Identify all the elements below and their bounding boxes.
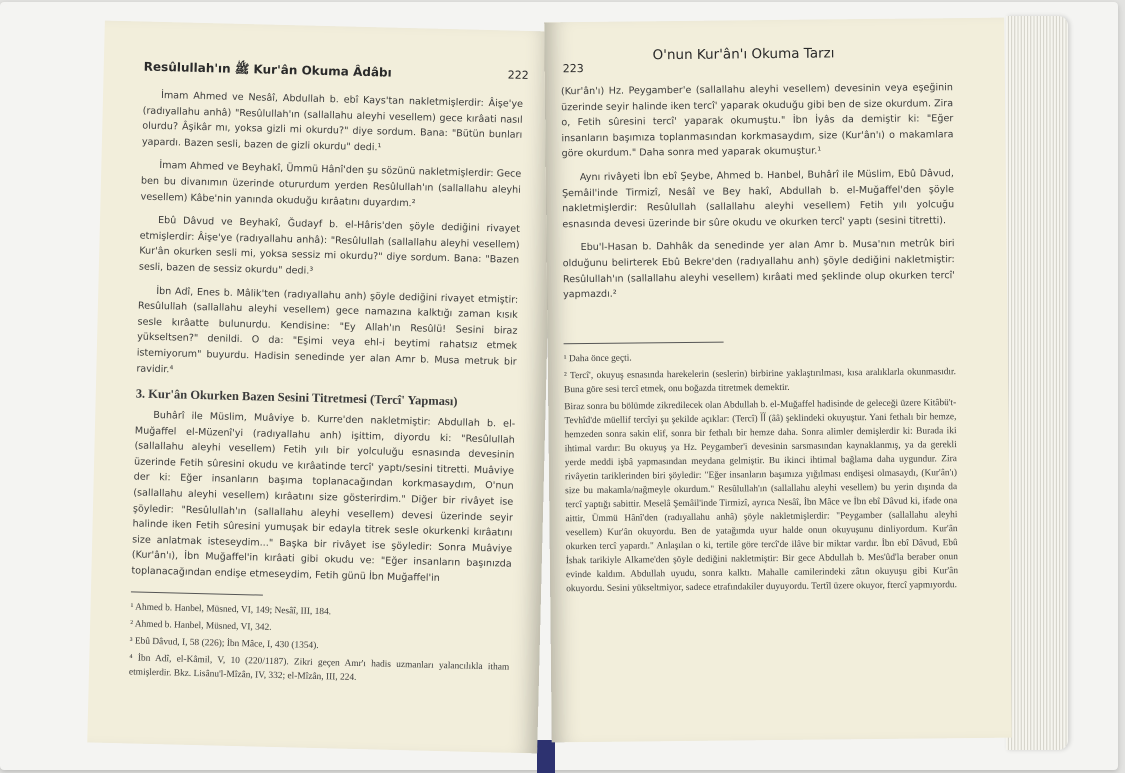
footnote: Biraz sonra bu bölümde zikredilecek olan Abdullah b. el-Muğaffel hadisinde de geleceği üzere Kitâbü't-Tevhîd'de müellif tercîyi şu şekilde açıklar: (Tercî) آآ (ââ) şeklindeki okuyuştur. Yani fethalı bir hemze, hemzeden sonra sakin elif, sonra bir fethalı bir hemze daha. Sonra alimler demişlerdir ki: Burada iki ihtimal vardır: Bu okuyuş ya Hz. Peygamber'i devesinin sarsmasından kaynaklanmış, ya da gerekli yerde meddi işbâ yapmasından meydana gelmiştir. Bu ikinci ihtimal bağlama daha uygundur. Zira rivâyetin tariklerinden biri şöyledir: "Eğer insanların başımıza yığılması endişesi olmasaydı, (Kur'ân'ı) size bu makamla/nağmeyle okurdum." Resûlullah'ın (sallallahu aleyhi vesellem) bu yerin dışında da tercî yaptığı sabittir. Meselâ Şemâil'inde Tirmizî, ayrıca Nesâî, İbn Mâce ve İbn ebî Dâvud ki, ifade ona aittir, Ümmü Hânî'den (radıyallahu anhâ) şöyle nakletmişlerdir: "Peygamber (sallallahu aleyhi vesellem) Kur'ân okuyordu. Ben de yatağımda uyur halde onun okuyuşunu dinliyordum. Kur'ân okurken tercî yapardı." Anlaşılan o ki, tertile göre tercî'de ilâve bir miktar vardır. İbn ebî Dâvud, Ebû İshak tarikiyle Alkame'den şöyle dediğini nakletmiştir: Bir gece Abdullah b. Mes'ûd'la beraber onun evinde kaldım. Abdullah uyudu, sonra kalktı. Mahalle camilerindeki zâtın okuyuşu gibi Kur'ân okuyordu. Sesini yükseltmiyor, sadece etrafındakiler duyuyordu. Tertîl üzere okuyor, ftercî yapmıyordu. [564,397,959,594]
footnote: ¹ Daha önce geçti. [563,353,632,364]
left-paragraph: İmam Ahmed ve Nesâî, Abdullah b. ebî Kays'tan nakletmişlerdir: Âişe'ye (radıyallahu anhâ) "Resûlullah'ın (sallallahu aleyhi vesellem) gece kırâati nasıl olurdu? Âşikâr mı, yoksa gizli mi okurdu?" diye sordum. Bana: "Bütün bunları yapardı. Bazen sesli, bazen de gizli okurdu" dedi.¹ [141,90,524,154]
left-paragraph: İmam Ahmed ve Beyhakî, Ümmü Hânî'den şu sözünü nakletmişlerdir: Gece ben bu divanımın üzerinde otururdum yerden Resûlullah'ın (sallallahu aleyhi vesellem) Kâbe'nin yanında okuduğu kırâatını duyardım.² [140,160,522,209]
footnote-divider [131,591,263,595]
left-paragraph: İbn Adî, Enes b. Mâlik'ten (radıyallahu anh) şöyle dediğini rivayet etmiştir: Resûlullah (sallallahu aleyhi vesellem) gece namazına kalktığı zaman kısık sesle kırâatte bulunurdu. Kendisine: "Ey Allah'ın Resûlü! Sesini biraz yükseltsen?" denildi. O da: "Eşimi veya ehl-i beytimi rahatsız etmek istemiyorum" buyurdu. Hadisin senedinde yer alan Amr b. Musa metruk bir ravidir.⁴ [136,285,519,375]
right-paragraph: (Kur'ân'ı) Hz. Peygamber'e (sallallahu aleyhi vesellem) devesinin veya eşeğinin üzerinde seyir halinde iken tercî' yaparak okuduğu gibi ben de size okurdum. Zira o, Fetih sûresini tercî' yaparak okumuştu." İbn İyâs da demiştir ki: "Eğer insanların başımıza toplanmasından korkmasaydım, size (Kur'ân'ı) o makamlara göre okurdum." Daha sonra med yaparak okumuştur.¹ [560,82,954,160]
right-paragraph: Aynı rivâyeti İbn ebî Şeybe, Ahmed b. Hanbel, Buhârî ile Müslim, Ebû Dâvud, Şemâil'inde Tirmizî, Nesâî ve Bey hakî, Abdullah b. el-Muğaffel'den şöyle nakletmişlerdir: Resûlullah (sallallahu aleyhi vesellem) Fetih yılı yolcuğu esnasında devesi üzerinde bir sûre okudu ve okurken tercî' yaptı (sesini titretti). [561,168,955,230]
right-running-head: O'nun Kur'ân'ı Okuma Tarzı [652,45,835,64]
left-paragraph: Ebû Dâvud ve Beyhakî, Ğudayf b. el-Hâris'den şöyle dediğini rivayet etmişlerdir: Âişe'ye (radıyallahu anhâ): "Resûlullah (sallallahu aleyhi vesellem) Kur'ân okurken sesli mi, yoksa sessiz mi okurdu?" diye sordum. Bana: "Bazen sesli, bazen de sessiz okurdu" dedi.³ [138,215,521,277]
left-page [87,21,555,754]
footnote: ³ Ebû Dâvud, I, 58 (226); İbn Mâce, I, 430 (1354). [129,636,319,651]
right-page-body [561,80,958,599]
footnote-divider [564,341,724,344]
left-page-number: 222 [507,68,529,82]
footnote: ¹ Ahmed b. Hanbel, Müsned, VI, 149; Nesâî, III, 184. [130,602,332,617]
footnote: ² Ahmed b. Hanbel, Müsned, VI, 342. [130,619,272,633]
right-paragraph: Ebu'l-Hasan b. Dahhâk da senedinde yer alan Amr b. Musa'nın metrûk biri olduğunu belirterek Ebû Bekre'den (radıyallahu anh) şöyle dediğini nakletmiştir: Resûlullah'ın (sallallahu aleyhi vesellem) kırâati med şeklinde olup okurken tercî' yapmazdı.² [562,238,955,301]
left-page-body [129,88,523,692]
page-edges [1006,16,1068,750]
right-page-number: 223 [562,62,584,76]
left-running-head: Resûlullah'ın ﷺ Kur'ân Okuma Âdâbı [143,59,392,80]
right-page [544,18,1012,743]
left-paragraph: Buhârî ile Müslim, Muâviye b. Kurre'den nakletmiştir: Abdullah b. el-Muğaffel el-Müzenî'yi (radıyallahu anh) işittim, diyordu ki: "Resûlullah (sallallahu aleyhi vesellem) Fetih yılı bir yolculuğu esnasında devesinin üzerinde Fetih sûresini okudu ve kırâatinde tercî' yaptı/sesini titretti. Muâviye der ki: Eğer insanların başıma toplanacağından korkmasaydım, O'nun (sallallahu aleyhi vesellem) kırâatını size gösterirdim." Diğer bir rivâyet ise şöyledir: "Resûlullah'ın (sallallahu aleyhi vesellem) devesi üzerinde seyir halinde iken Fetih sûresini yumuşak bir edayla titrek sesle okurkenki kırâatını size anlatmak isteseydim..." Başka bir rivâyet ise şöyledir: Sonra Muâviye (Kur'ân'ı), İbn Muğaffel'in kırâati gibi okudu ve: "Eğer insanların başınızda toplanacağından endişe etmeseydim, Fetih günü İbn Muğaffel'in [131,410,516,584]
footnote: ² Tercî', okuyuş esnasında harekelerin (seslerin) birbirine yaklaştırılması, kısa aralıklarla okunmasıdır. Buna göre sesi tercî etmek, onu boğazda titretmek demektir. [563,366,956,395]
section-title: 3. Kur'ân Okurken Bazen Sesini Titretmesi (Tercî' Yapması) [135,386,458,409]
book-spine [537,740,555,773]
footnote: ⁴ İbn Adî, el-Kâmil, V, 10 (220/1187). Zikri geçen Amr'ı hadis uzmanları yalancılıkla itham etmişlerdir. Bkz. Lisânu'l-Mîzân, IV, 332; el-Mîzân, III, 224. [128,653,510,683]
